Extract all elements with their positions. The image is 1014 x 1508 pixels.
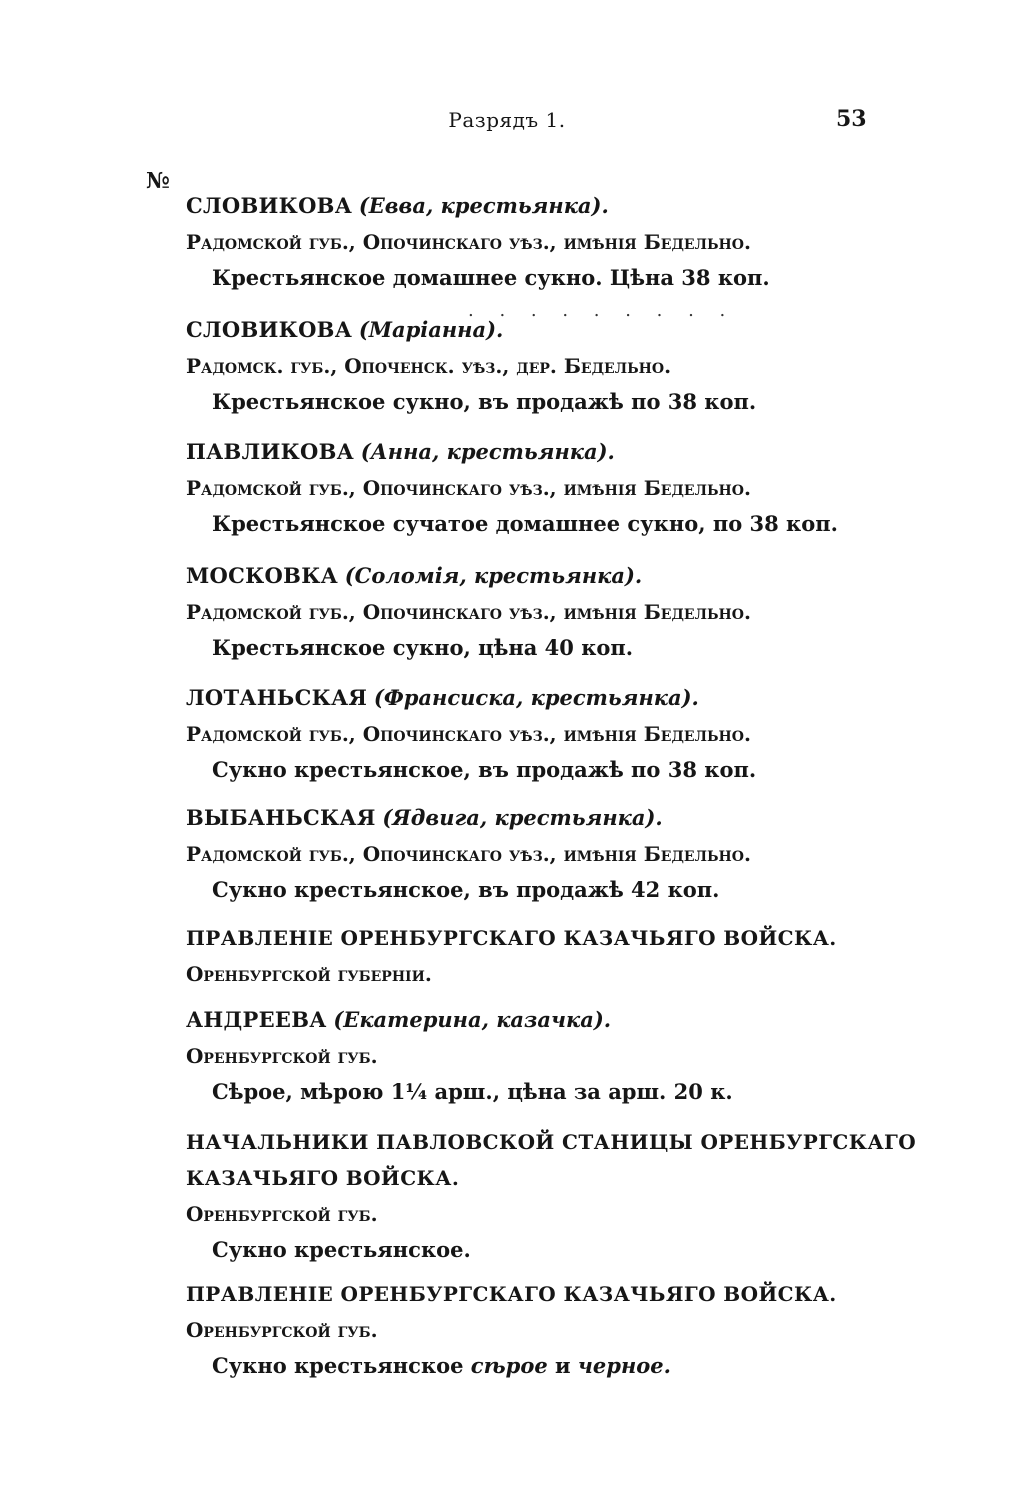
organization-name: ПРАВЛЕНІЕ ОРЕНБУРГСКАГО КАЗАЧЬЯГО ВОЙСКА.	[186, 1282, 837, 1306]
exhibit-description	[186, 1348, 886, 1384]
exhibit-description: Сѣрое, мѣрою 1¼ арш., цѣна за арш. 20 к.	[212, 1079, 733, 1104]
organization-name: НАЧАЛЬНИКИ ПАВЛОВСКОЙ СТАНИЦЫ ОРЕНБУРГСКАГО	[186, 1130, 917, 1154]
running-head: Разрядъ 1.	[448, 108, 566, 132]
exhibitor-location: Радомской губ., Опочинскаго уѣз., имѣнія Бедельно.	[186, 476, 751, 500]
exhibit-description: Сукно крестьянское, въ продажѣ по 38 коп.	[212, 757, 757, 782]
exhibitor-entry	[186, 558, 886, 666]
exhibitor-description: (Соломія, крестьянка).	[344, 563, 643, 588]
exhibitor-entry	[186, 800, 886, 908]
exhibitor-entry	[186, 434, 886, 542]
entry-heading	[186, 558, 886, 594]
exhibitor-location: Радомской губ., Опочинскаго уѣз., имѣнія Бедельно.	[186, 842, 751, 866]
exhibitor-location: Радомской губ., Опочинскаго уѣз., имѣнія Бедельно.	[186, 722, 751, 746]
exhibitor-name: ВЫБАНЬСКАЯ	[186, 805, 376, 830]
exhibitor-location: Радомск. губ., Опоченск. уѣз., дер. Бедельно.	[186, 354, 672, 378]
exhibitor-location: Оренбургской губ.	[186, 1202, 378, 1226]
exhibitor-location: Радомской губ., Опочинскаго уѣз., имѣнія Бедельно.	[186, 230, 751, 254]
exhibitor-entry	[186, 1276, 886, 1384]
exhibitor-description: (Франсиска, крестьянка).	[373, 685, 699, 710]
exhibitor-location: Оренбургской губ.	[186, 1318, 378, 1342]
exhibitor-location: Оренбургской губерніи.	[186, 962, 432, 986]
page-number: 53	[836, 106, 867, 132]
entry-heading	[186, 312, 886, 348]
exhibitor-description: (Маріанна).	[358, 317, 504, 342]
exhibitor-name: СЛОВИКОВА	[186, 317, 353, 342]
exhibit-description: Крестьянское сучатое домашнее сукно, по 38 коп.	[212, 511, 838, 536]
exhibit-description: Сукно крестьянское, въ продажѣ 42 коп.	[212, 877, 720, 902]
entry-heading	[186, 800, 886, 836]
exhibitor-location: Радомской губ., Опочинскаго уѣз., имѣнія Бедельно.	[186, 600, 751, 624]
exhibitor-name: ЛОТАНЬСКАЯ	[186, 685, 368, 710]
organization-name: ПРАВЛЕНІЕ ОРЕНБУРГСКАГО КАЗАЧЬЯГО ВОЙСКА.	[186, 926, 837, 950]
exhibit-description: Крестьянское сукно, цѣна 40 коп.	[212, 635, 634, 660]
exhibitor-entry	[186, 312, 886, 420]
exhibitor-description: (Анна, крестьянка).	[360, 439, 615, 464]
exhibitor-entry	[186, 1124, 917, 1268]
exhibitor-name: АНДРЕЕВА	[186, 1007, 327, 1032]
exhibitor-name: ПАВЛИКОВА	[186, 439, 355, 464]
exhibitor-name: СЛОВИКОВА	[186, 193, 353, 218]
exhibitor-description: (Екатерина, казачка).	[333, 1007, 612, 1032]
entry-heading	[186, 680, 886, 716]
exhibitor-entry	[186, 1002, 886, 1110]
organization-name-continued: КАЗАЧЬЯГО ВОЙСКА.	[186, 1166, 460, 1190]
exhibitor-name: МОСКОВКА	[186, 563, 339, 588]
exhibitor-entry	[186, 680, 886, 788]
number-sign: №	[146, 168, 170, 194]
exhibit-color-grey: сѣрое	[470, 1353, 548, 1378]
entry-heading	[186, 188, 886, 224]
dot-leader: . . . . . . . . .	[468, 300, 736, 321]
exhibitor-entry	[186, 920, 886, 992]
exhibitor-description: (Евва, крестьянка).	[358, 193, 609, 218]
exhibit-description: Крестьянское домашнее сукно. Цѣна 38 коп.	[212, 265, 770, 290]
entry-heading	[186, 1002, 886, 1038]
exhibit-color-black: черное.	[577, 1353, 671, 1378]
exhibit-conjunction: и	[555, 1353, 571, 1378]
exhibitor-location: Оренбургской губ.	[186, 1044, 378, 1068]
entry-heading	[186, 434, 886, 470]
exhibit-description: Сукно крестьянское.	[212, 1237, 471, 1262]
exhibitor-entry	[186, 188, 886, 296]
exhibit-text: Сукно крестьянское	[212, 1353, 464, 1378]
exhibitor-description: (Ядвига, крестьянка).	[382, 805, 663, 830]
exhibit-description: Крестьянское сукно, въ продажѣ по 38 коп.	[212, 389, 757, 414]
